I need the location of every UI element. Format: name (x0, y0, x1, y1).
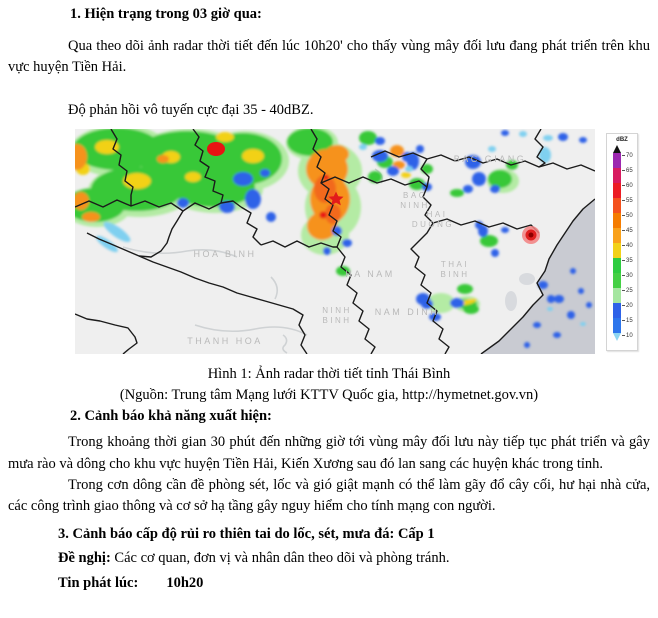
colorbar-tick-label: 65 (622, 168, 633, 175)
recommendation-label: Đề nghị: (58, 550, 111, 567)
colorbar-ticks (622, 153, 636, 340)
section-2-heading: 2. Cảnh báo khả năng xuất hiện: (70, 408, 272, 425)
colorbar-segment (613, 228, 621, 243)
label-bac-ninh: BAC (403, 191, 427, 201)
issued-time-line (8, 573, 650, 594)
label-bac-giang: BAC GIANG (453, 154, 527, 165)
colorbar-segment (613, 168, 621, 183)
label-thanh-hoa: THANH HOA (187, 336, 263, 347)
figure-caption: Hình 1: Ảnh radar thời tiết tỉnh Thái Bình (207, 366, 451, 383)
colorbar-underflow-arrow-icon (613, 333, 621, 341)
label-ninh-binh: NINH (322, 306, 352, 316)
radar-map-container (75, 129, 633, 354)
label-ha-nam: HA NAM (345, 269, 395, 280)
colorbar-segment (613, 318, 621, 333)
radar-map-image (75, 129, 595, 354)
coastal-shoal (519, 273, 535, 285)
colorbar-tick-label: 70 (622, 153, 633, 160)
section-2-paragraph-2: Trong cơn dông cần đề phòng sét, lốc và gió giật mạnh có thể làm gãy đổ cây cối, hư hại nhà cửa, các công trình giao thông và cơ sở hạ tầng gây nguy hiểm cho tính mạng con người. (8, 477, 650, 515)
colorbar-segment (613, 183, 621, 198)
colorbar-segment (613, 288, 621, 303)
colorbar-tick-label: 20 (622, 303, 633, 310)
label-hai-duong: HAI (426, 210, 448, 220)
section-1-paragraph: Qua theo dõi ảnh radar thời tiết đến lúc 10h20' cho thấy vùng mây đối lưu đang phát triển trên khu vực huyện Tiền Hải. (8, 38, 650, 76)
issued-time: 10h20 (166, 574, 204, 591)
figure-source: (Nguồn: Trung tâm Mạng lưới KTTV Quốc gia, http://hymetnet.gov.vn) (119, 386, 539, 403)
colorbar-segment (613, 153, 621, 168)
colorbar-tick-label: 15 (622, 318, 633, 325)
radar-colorbar (606, 133, 638, 351)
label-bac-ninh: NINH (400, 201, 430, 211)
radar-figure (8, 129, 650, 405)
radar-station-dot (207, 142, 225, 156)
colorbar-tick-label: 10 (622, 333, 633, 340)
label-ninh-binh: BINH (322, 316, 352, 326)
colorbar-tick-label: 30 (622, 273, 633, 280)
issued-label: Tin phát lúc: (58, 574, 139, 591)
figure-caption-block (8, 364, 650, 405)
colorbar-tick-label: 45 (622, 228, 633, 235)
colorbar-gradient (613, 153, 621, 333)
label-thai-binh: BINH (440, 270, 470, 280)
reflectivity-note: Độ phản hồi vô tuyến cực đại 35 - 40dBZ. (68, 101, 314, 118)
colorbar-tick-label: 25 (622, 288, 633, 295)
label-hoa-binh: HOA BINH (193, 249, 257, 260)
colorbar-tick-label: 40 (622, 243, 633, 250)
label-hai-duong: DUONG (411, 220, 455, 230)
section-3-heading: 3. Cảnh báo cấp độ rủi ro thiên tai do lốc, sét, mưa đá: Cấp 1 (58, 525, 435, 542)
colorbar-segment (613, 303, 621, 318)
radar-station-ringed-dot (522, 226, 540, 244)
colorbar-tick-label: 60 (622, 183, 633, 190)
colorbar-tick-label: 35 (622, 258, 633, 265)
colorbar-segment (613, 258, 621, 273)
recommendation-line (8, 548, 650, 569)
colorbar-segment (613, 243, 621, 258)
colorbar-tick-label: 50 (622, 213, 633, 220)
colorbar-tick-label: 55 (622, 198, 633, 205)
section-1-heading: 1. Hiện trạng trong 03 giờ qua: (70, 6, 262, 22)
colorbar-unit-label: dBZ (616, 137, 628, 144)
colorbar-segment (613, 213, 621, 228)
colorbar-overflow-arrow-icon (613, 145, 621, 153)
colorbar-segment (613, 273, 621, 288)
coastal-shoal (505, 291, 517, 311)
recommendation-text: Các cơ quan, đơn vị và nhân dân theo dõi và phòng tránh. (110, 550, 450, 567)
section-2-paragraph-1: Trong khoảng thời gian 30 phút đến những giờ tới vùng mây đối lưu này tiếp tục phát triển và gây mưa rào và dông cho khu vực huyện Tiền Hải, Kiến Xương sau đó lan sang các huyện khác trong tỉnh. (8, 434, 650, 472)
label-thai-binh: THAI (440, 260, 470, 270)
colorbar-segment (613, 198, 621, 213)
label-nam-dinh: NAM DINH (374, 307, 440, 318)
